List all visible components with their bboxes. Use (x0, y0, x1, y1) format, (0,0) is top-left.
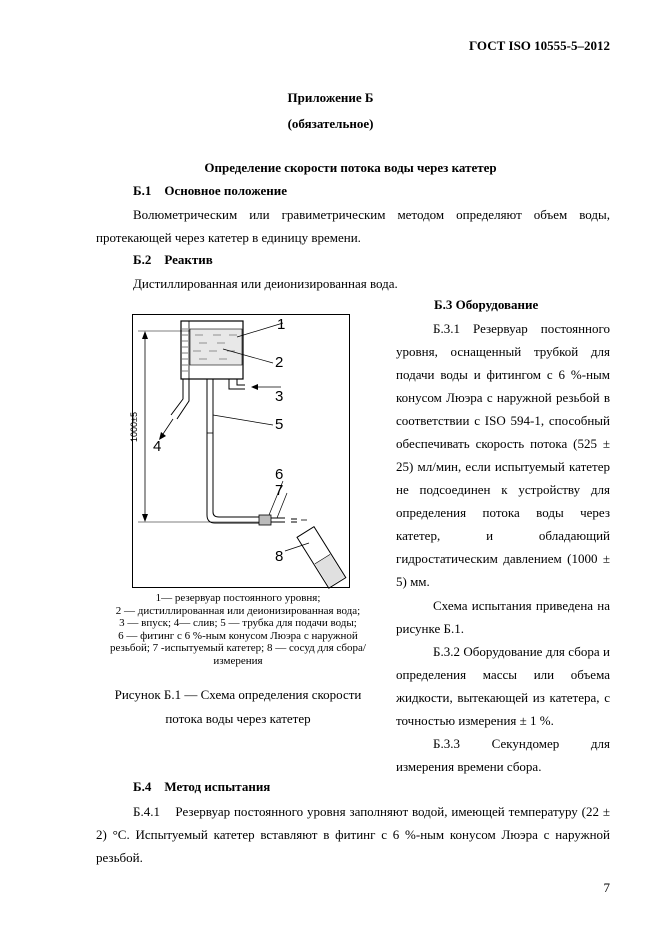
section-b2-heading: Б.2 Реактив (133, 252, 213, 267)
figure-legend (100, 592, 376, 667)
section-b3-p4: Б.3.3 Секундомер для измерения времени сбора. (396, 736, 614, 774)
legend-line: 1— резервуар постоянного уровня; (155, 592, 321, 604)
document-code: ГОСТ ISO 10555-5–2012 (468, 38, 610, 53)
label-6: 6 (275, 466, 284, 483)
section-b4-heading: Б.4 Метод испытания (133, 779, 271, 794)
section-b3-p1: Б.3.1 Резервуар постоянного уровня, оснащенный трубкой для подачи воды и фитингом с 6 %-ным конусом Люэра с наружной резьбой в соответствии с ISO 594-1, способный обеспечивать скорость потока (525 ± 25) мл/мин, если испытуемый катетер не подсоединен к устройству для определения потока воды через катетер, и обладающий гидростатическим давлением (1000 ± 5) мм. (396, 321, 610, 589)
dimension-label: 1000±5 (129, 412, 139, 442)
section-b1-text: Волюметрическим или гравиметрическим методом определяют объем воды, протекающей через катетер в единицу времени. (96, 207, 610, 245)
figure-frame (129, 314, 350, 588)
appendix-title: Приложение Б (287, 90, 374, 105)
section-b1-heading: Б.1 Основное положение (133, 183, 287, 198)
section-b3-heading: Б.3 Оборудование (434, 297, 539, 312)
section-b3-p2: Схема испытания приведена на рисунке Б.1. (396, 598, 610, 636)
section-b4-text: Б.4.1 Резервуар постоянного уровня заполняют водой, имеющей температуру (22 ± 2) °С. Испытуемый катетер вставляют в фитинг с 6 %-ным конусом Люэра с наружной резьбой. (96, 804, 614, 865)
legend-line: 3 — впуск; 4— слив; 5 — трубка для подачи воды; (119, 617, 357, 629)
figure-caption-line: потока воды через катетер (165, 711, 311, 726)
section-b3-p3: Б.3.2 Оборудование для сбора и определения массы или объема жидкости, вытекающей из катетера, с точностью измерения ± 1 %. (396, 644, 610, 728)
label-2: 2 (275, 354, 284, 371)
figure-caption (100, 683, 376, 731)
page-number: 7 (603, 880, 610, 895)
label-7: 7 (275, 482, 284, 499)
label-1: 1 (277, 316, 286, 333)
section-b2-text: Дистиллированная или деионизированная вода. (133, 276, 398, 291)
label-3: 3 (275, 388, 284, 405)
figure-caption-line: Рисунок Б.1 — Схема определения скорости (114, 687, 362, 702)
apparatus-diagram (129, 315, 349, 587)
appendix-status: (обязательное) (287, 116, 374, 131)
legend-line: 2 — дистиллированная или деионизированная вода; (115, 604, 361, 617)
label-4: 4 (153, 438, 162, 455)
label-5: 5 (275, 416, 284, 433)
label-8: 8 (275, 548, 284, 565)
main-title: Определение скорости потока воды через катетер (204, 160, 497, 175)
legend-line: 6 — фитинг с 6 %-ным конусом Люэра с наружной резьбой; 7 -испытуемый катетер; 8 — сосуд для сбора/измерения (110, 629, 366, 667)
